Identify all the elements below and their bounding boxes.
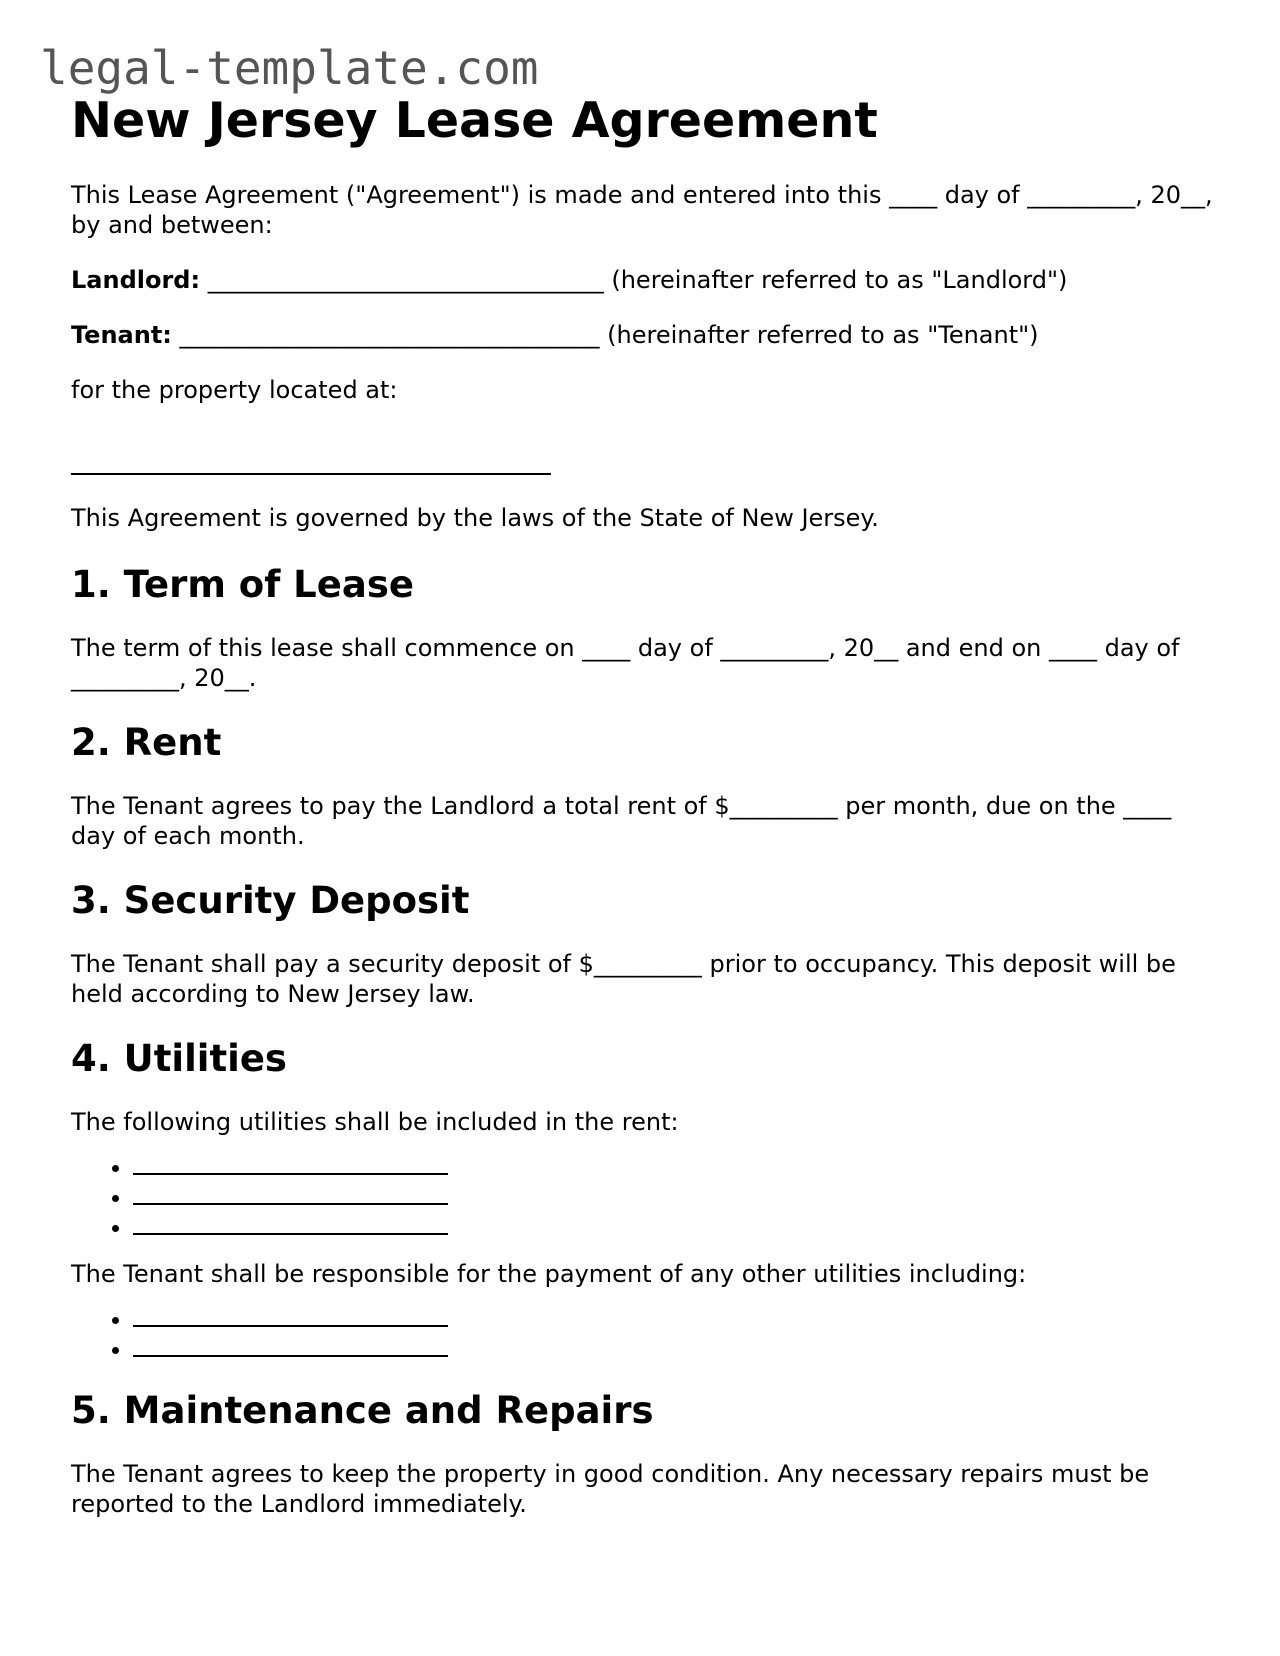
section-text-utilities-tenant: The Tenant shall be responsible for the payment of any other utilities including: xyxy=(71,1260,1027,1288)
blank-line xyxy=(133,1207,448,1235)
blank-line xyxy=(133,1147,448,1175)
property-address-blank xyxy=(71,443,551,475)
section-text-security-deposit: The Tenant shall pay a security deposit of $_________ prior to occupancy. This deposit will be held according to New Jersey law. xyxy=(71,950,1176,1008)
intro-paragraph: This Lease Agreement ("Agreement") is made and entered into this ____ day of _________, 20__, by and between: xyxy=(71,181,1213,239)
section-text-utilities-included: The following utilities shall be included in the rent: xyxy=(71,1108,679,1136)
section-heading-utilities: 4. Utilities xyxy=(71,1037,287,1080)
tenant-utilities-list xyxy=(71,1299,1221,1359)
list-item xyxy=(133,1299,1221,1329)
section-heading-maintenance: 5. Maintenance and Repairs xyxy=(71,1389,654,1432)
included-utilities-list xyxy=(71,1147,1221,1237)
list-item xyxy=(133,1329,1221,1359)
section-text-rent: The Tenant agrees to pay the Landlord a total rent of $_________ per month, due on the ____ day of each month. xyxy=(71,792,1172,850)
tenant-text: ___________________________________ (hereinafter referred to as "Tenant") xyxy=(171,321,1039,349)
watermark-logo: legal-template.com xyxy=(40,41,539,95)
section-text-term: The term of this lease shall commence on ____ day of _________, 20__ and end on ____ day of _________, 20__. xyxy=(71,634,1180,692)
document-title: New Jersey Lease Agreement xyxy=(71,92,878,149)
section-heading-term: 1. Term of Lease xyxy=(71,563,414,606)
landlord-label: Landlord: xyxy=(71,266,201,294)
blank-line xyxy=(133,1177,448,1205)
section-heading-security-deposit: 3. Security Deposit xyxy=(71,879,470,922)
list-item xyxy=(133,1177,1221,1207)
document-body xyxy=(71,92,1221,1544)
list-item xyxy=(133,1207,1221,1237)
section-heading-rent: 2. Rent xyxy=(71,721,222,764)
section-text-maintenance: The Tenant agrees to keep the property in good condition. Any necessary repairs must be reported to the Landlord immediately. xyxy=(71,1460,1150,1518)
property-label: for the property located at: xyxy=(71,376,398,404)
blank-line xyxy=(133,1329,448,1357)
tenant-label: Tenant: xyxy=(71,321,172,349)
landlord-text: _________________________________ (hereinafter referred to as "Landlord") xyxy=(200,266,1068,294)
governing-law-paragraph: This Agreement is governed by the laws of the State of New Jersey. xyxy=(71,504,879,532)
landlord-line xyxy=(71,265,1221,295)
blank-line xyxy=(133,1299,448,1327)
list-item xyxy=(133,1147,1221,1177)
tenant-line xyxy=(71,320,1221,350)
